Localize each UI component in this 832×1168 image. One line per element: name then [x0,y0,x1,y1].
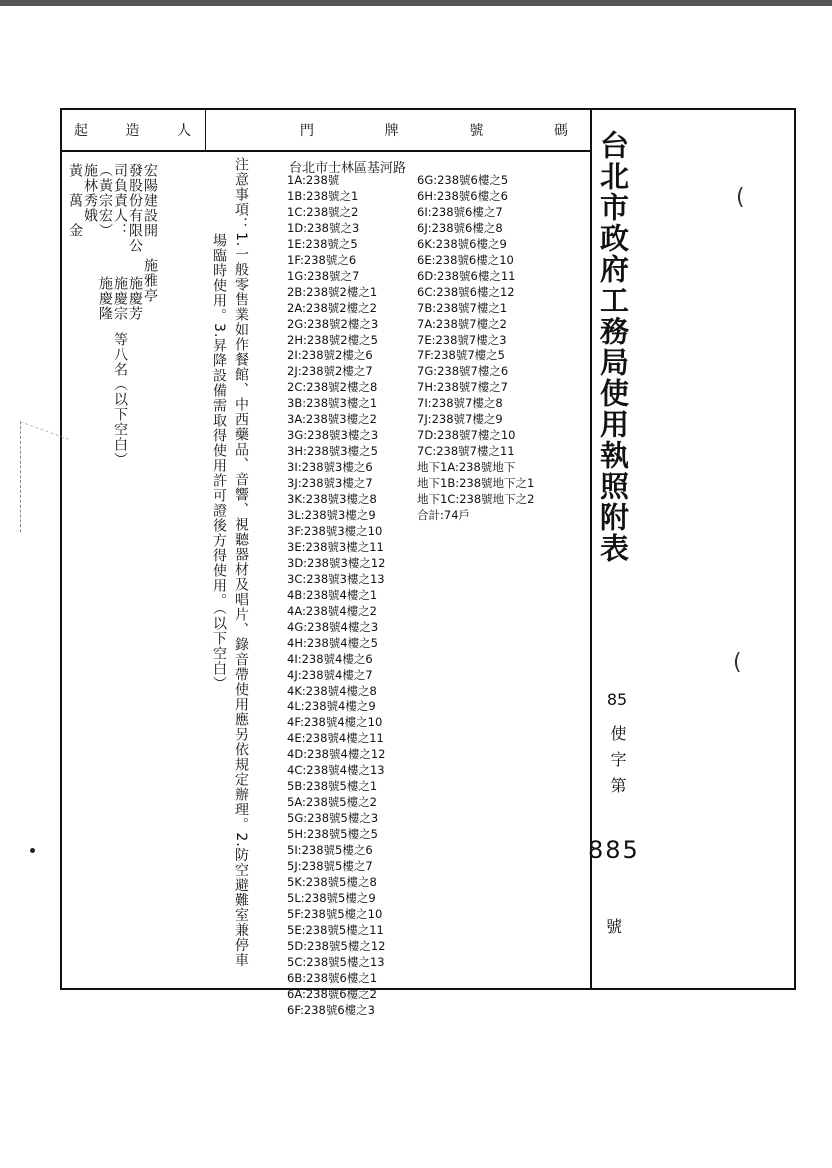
address-item: 地下1B:238號地下之1 [417,476,535,491]
header-char: 碼 [553,123,570,139]
address-item: 7G:238號7樓之6 [417,364,509,379]
address-item: 6B:238號6樓之1 [287,970,378,985]
address-item: 2C:238號2樓之8 [287,380,378,395]
document-title: 台北市政府工務局使用執照附表 [596,130,630,564]
license-year: 85 [606,690,628,709]
address-item: 5F:238號5樓之10 [287,906,383,921]
applicant-line: （黃宗宏） [97,163,113,238]
address-item: 5I:238號5樓之6 [287,843,373,858]
address-item: 3K:238號3樓之8 [287,492,377,507]
address-item: 6D:238號6樓之11 [417,268,516,283]
address-item: 1C:238號之2 [287,204,359,219]
applicant-line: 黃 萬 金 [67,163,83,238]
address-item: 6A:238號6樓之2 [287,986,377,1001]
address-item: 4G:238號4樓之3 [287,619,379,634]
address-item: 1B:238號之1 [287,188,359,203]
address-item: 3L:238號3樓之9 [287,508,376,523]
address-item: 6J:238號6樓之8 [417,220,503,235]
address-item: 6F:238號6樓之3 [287,1002,375,1017]
address-header: 台北市士林區基河路 [289,161,407,176]
address-item: 4H:238號4樓之5 [287,635,378,650]
applicant-line: 施慶宗 [112,276,128,321]
scan-hatch-artifact [20,421,69,550]
notes-line-1: 注意事項：1.一般零售業如作餐館、中西藥品、音響、視聽器材及唱片、錄音帶使用應另依規定辦理。2.防空避難室兼停車 [233,157,249,968]
address-item: 5A:238號5樓之2 [287,795,377,810]
applicant-line: 等八名（以下空白） [112,332,128,467]
header-column-divider [205,110,206,150]
address-item: 7B:238號7樓之1 [417,300,508,315]
address-item: 3E:238號3樓之11 [287,539,384,554]
license-number: 885 [588,836,640,864]
address-item: 3F:238號3樓之10 [287,523,383,538]
address-item: 5H:238號5樓之5 [287,827,378,842]
address-item: 3D:238號3樓之12 [287,555,386,570]
address-item: 6I:238號6樓之7 [417,204,503,219]
header-char: 牌 [384,123,401,139]
scan-top-band [0,0,832,6]
address-item: 4J:238號4樓之7 [287,667,373,682]
address-list-col1 [287,173,385,1019]
address-item: 7H:238號7樓之7 [417,380,508,395]
applicant-line: 施林秀娥 [82,163,98,223]
address-item: 4L:238號4樓之9 [287,699,376,714]
address-item: 6K:238號6樓之9 [417,236,507,251]
address-item: 1D:238號之3 [287,220,360,235]
address-item: 7F:238號7樓之5 [417,348,505,363]
address-item: 3G:238號3樓之3 [287,428,379,443]
address-item: 3H:238號3樓之5 [287,444,378,459]
address-item: 6H:238號6樓之6 [417,188,508,203]
applicant-line: 司負責人： [112,163,128,238]
address-item: 2B:238號2樓之1 [287,284,378,299]
address-item: 4F:238號4樓之10 [287,715,383,730]
license-suffix: 號 [606,917,623,936]
address-item: 5L:238號5樓之9 [287,890,376,905]
address-column-header [300,120,570,140]
address-item: 2A:238號2樓之2 [287,300,377,315]
address-item: 5B:238號5樓之1 [287,779,378,794]
address-item: 地下1A:238號地下 [417,460,516,475]
address-item: 6C:238號6樓之12 [417,284,515,299]
applicant-line: 施慶芳 [127,276,143,321]
address-item: 1G:238號之7 [287,268,360,283]
address-item: 7I:238號7樓之8 [417,396,503,411]
address-item: 合計:74戶 [417,508,471,523]
applicant-line: 發股份有限公 [127,163,143,253]
address-item: 6G:238號6樓之5 [417,173,509,187]
margin-bracket-mark: ( [733,650,742,675]
address-item: 3A:238號3樓之2 [287,412,377,427]
address-item: 7J:238號7樓之9 [417,412,503,427]
address-item: 4C:238號4樓之13 [287,763,385,778]
address-item: 3J:238號3樓之7 [287,476,373,491]
applicant-line: 施慶隆 [97,276,113,321]
address-item: 2J:238號2樓之7 [287,364,373,379]
address-item: 4I:238號4樓之6 [287,651,373,666]
address-item: 4A:238號4樓之2 [287,603,377,618]
header-char: 起 [74,123,90,139]
address-item: 4D:238號4樓之12 [287,747,386,762]
license-word: 使字第 [608,725,627,803]
address-item: 3B:238號3樓之1 [287,396,378,411]
address-item: 2G:238號2樓之3 [287,316,379,331]
header-char: 號 [469,123,486,139]
address-item: 5K:238號5樓之8 [287,874,377,889]
margin-bracket-mark: ( [736,185,745,210]
applicant-line: 施雅亭 [142,258,158,303]
applicant-line: 宏陽建設開 [142,163,158,238]
address-item: 7A:238號7樓之2 [417,316,507,331]
address-item: 5D:238號5樓之12 [287,938,386,953]
scan-dot [30,848,35,853]
address-item: 7C:238號7樓之11 [417,444,515,459]
address-item: 2I:238號2樓之6 [287,348,373,363]
header-char: 造 [125,123,142,139]
address-item: 5G:238號5樓之3 [287,811,379,826]
header-char: 門 [300,123,316,139]
address-item: 1F:238號之6 [287,252,357,267]
address-item: 1E:238號之5 [287,236,358,251]
address-item: 2H:238號2樓之5 [287,332,378,347]
applicant-column-header [66,120,201,140]
address-item: 7E:238號7樓之3 [417,332,507,347]
header-char: 人 [177,123,193,139]
address-list-col2 [417,173,535,524]
address-item: 地下1C:238號地下之2 [417,492,535,507]
address-item: 5J:238號5樓之7 [287,858,373,873]
address-item: 6E:238號6樓之10 [417,252,514,267]
address-item: 3I:238號3樓之6 [287,460,373,475]
address-item: 5C:238號5樓之13 [287,954,385,969]
address-item: 4E:238號4樓之11 [287,731,384,746]
address-item: 4K:238號4樓之8 [287,683,377,698]
address-item: 7D:238號7樓之10 [417,428,516,443]
address-item: 1A:238號 [287,173,340,187]
address-item: 4B:238號4樓之1 [287,587,378,602]
address-item: 3C:238號3樓之13 [287,571,385,586]
header-divider [60,150,590,152]
notes-line-2: 場臨時使用。3.昇降設備需取得使用許可證後方得使用。（以下空白） [211,233,227,692]
address-item: 5E:238號5樓之11 [287,922,384,937]
